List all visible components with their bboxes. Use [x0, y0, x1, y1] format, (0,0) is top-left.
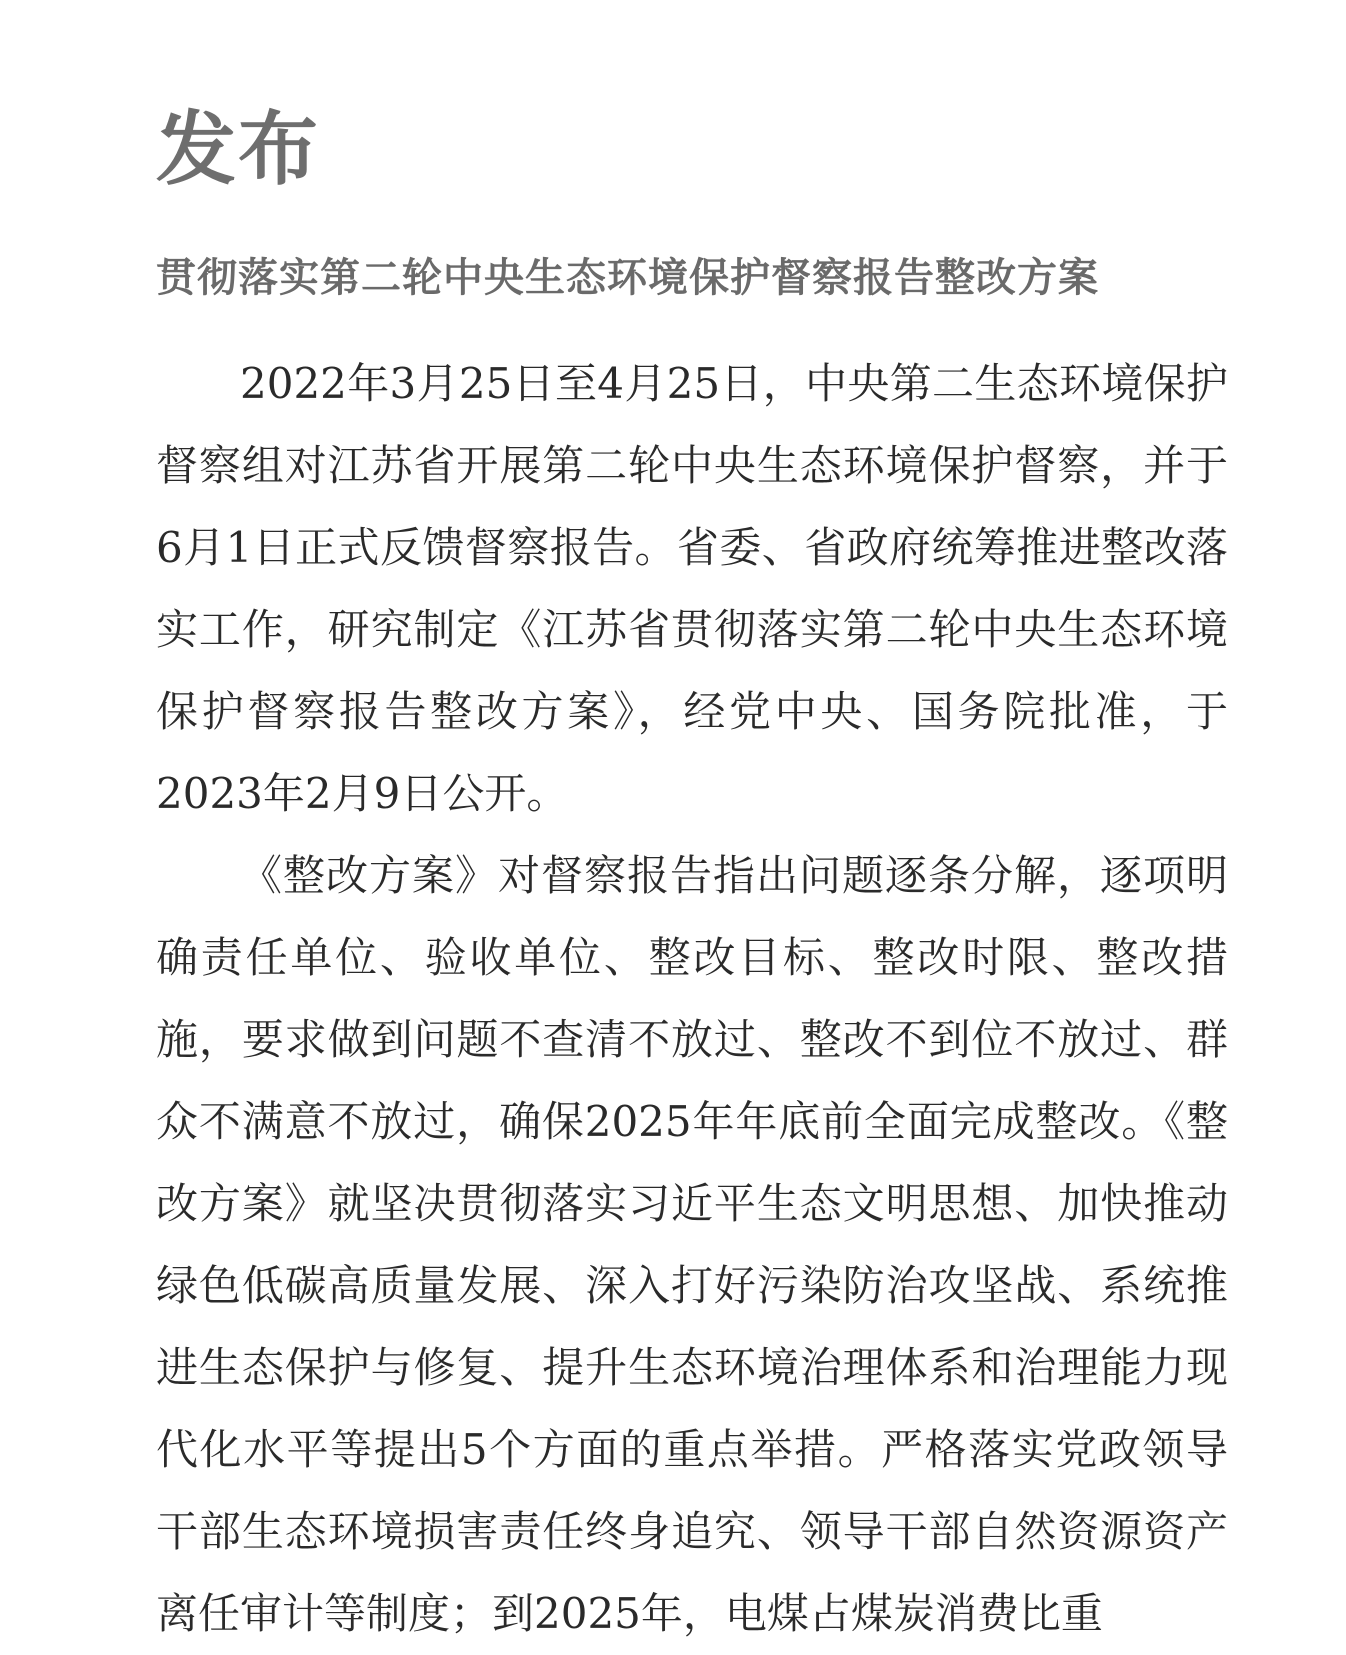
- article-body: [156, 343, 1228, 1655]
- paragraph-1: 2022年3月25日至4月25日，中央第二生态环境保护督察组对江苏省开展第二轮中央生态环境保护督察，并于6月1日正式反馈督察报告。省委、省政府统筹推进整改落实工作，研究制定《江苏省贯彻落实第二轮中央生态环境保护督察报告整改方案》，经党中央、国务院批准，于2023年2月9日公开。: [156, 359, 1228, 818]
- article-title: 贯彻落实第二轮中央生态环境保护督察报告整改方案: [156, 254, 1099, 301]
- section-heading: 发布: [156, 103, 320, 196]
- paragraph-2: 《整改方案》对督察报告指出问题逐条分解，逐项明确责任单位、验收单位、整改目标、整改时限、整改措施，要求做到问题不查清不放过、整改不到位不放过、群众不满意不放过，确保2025年年底前全面完成整改。《整改方案》就坚决贯彻落实习近平生态文明思想、加快推动绿色低碳高质量发展、深入打好污染防治攻坚战、系统推进生态保护与修复、提升生态环境治理体系和治理能力现代化水平等提出5个方面的重点举措。严格落实党政领导干部生态环境损害责任终身追究、领导干部自然资源资产离任审计等制度；到2025年，电煤占煤炭消费比重: [156, 851, 1228, 1638]
